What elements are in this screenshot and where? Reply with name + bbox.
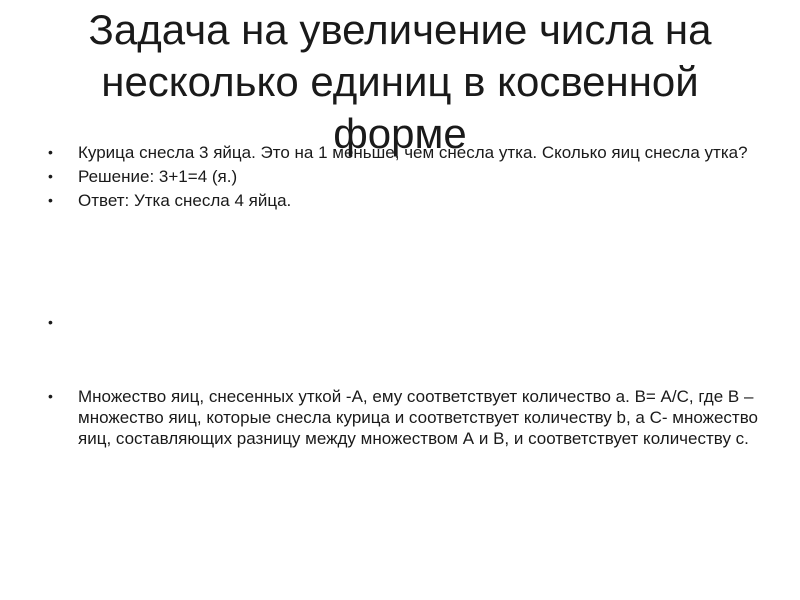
bullet-marker: • — [48, 314, 53, 330]
bullet-text: Курица снесла 3 яйца. Это на 1 меньше, чем снесла утка. Сколько яиц снесла утка? — [78, 143, 748, 162]
bullet-marker: • — [48, 192, 53, 208]
bullet-solution — [48, 166, 768, 187]
bullet-marker: • — [48, 144, 53, 160]
bullet-empty — [48, 312, 768, 333]
slide-title — [60, 4, 740, 160]
bullet-explanation — [48, 386, 768, 449]
bullet-problem — [48, 142, 768, 163]
title-line-2: несколько единиц в косвенной — [101, 58, 699, 105]
bullet-list — [48, 142, 768, 449]
bullet-text: Ответ: Утка снесла 4 яйца. — [78, 191, 292, 210]
bullet-text: Решение: 3+1=4 (я.) — [78, 167, 238, 186]
bullet-answer — [48, 190, 768, 211]
title-line-1: Задача на увеличение числа на — [88, 6, 712, 53]
bullet-marker: • — [48, 168, 53, 184]
bullet-text: Множество яиц, снесенных уткой -А, ему соответствует количество а. В= А/С, где В – множество яиц, которые снесла курица и соответствует количеству b, а С- множество яиц, составляющих разницу между множеством А и В, и соответствует количеству с. — [78, 387, 759, 448]
title-line-3: форме — [333, 110, 467, 157]
bullet-marker: • — [48, 388, 53, 404]
